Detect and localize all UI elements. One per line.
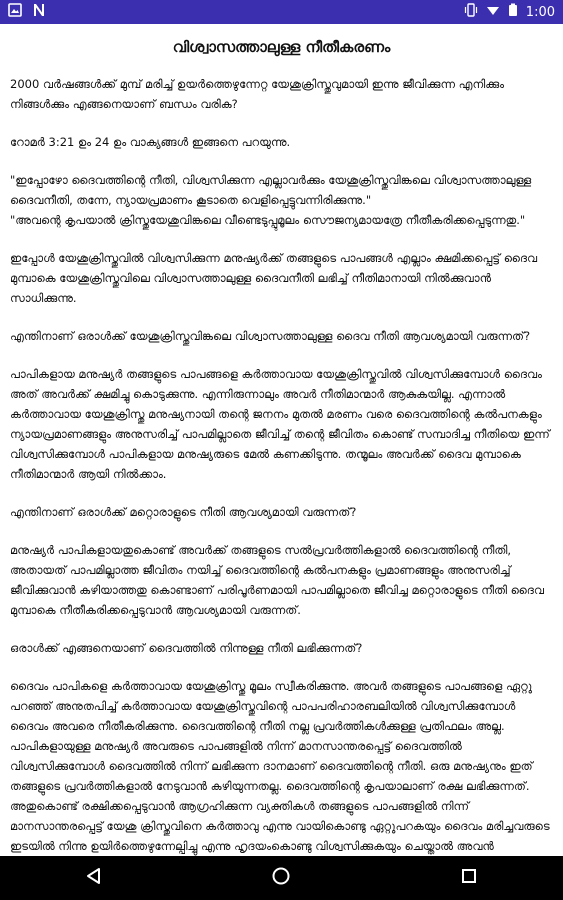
navigation-bar: [0, 856, 563, 900]
paragraph: എന്തിനാണ് ഒരാൾക്ക് മറ്റൊരാളുടെ നീതി ആവശ്യമായി വരുന്നത്?: [10, 505, 357, 519]
image-icon: [8, 3, 22, 21]
recents-button[interactable]: [447, 856, 491, 900]
wifi-icon: [486, 3, 500, 21]
paragraph: ഒരാൾക്ക് എങ്ങനെയാണ് ദൈവത്തിൽ നിന്നുള്ള നീതി ലഭിക്കുന്നത്?: [10, 641, 363, 655]
back-icon: [84, 866, 104, 890]
recents-icon: [459, 866, 479, 890]
paragraph: "ഇപ്പോഴോ ദൈവത്തിന്റെ നീതി, വിശ്വസിക്കുന്ന എല്ലാവർക്കും യേശുക്രിസ്തുവിങ്കലെ വിശ്വാസത്താലുള്ള ദൈവനീതി, തന്നേ, ന്യായപ്രമാണം കൂടാതെ വെളിപ്പെട്ടുവന്നിരിക്കുന്നു." "അവന്റെ കൃപയാൽ ക്രിസ്തുയേശുവിങ്കലെ വീണ്ടെടുപ്പുമൂലം സൌജന്യമായത്രേ നീതീകരിക്കപ്പെടുന്നതു.": [10, 173, 532, 227]
paragraph: എന്തിനാണ് ഒരാൾക്ക് യേശുക്രിസ്തുവിങ്കലെ വിശ്വാസത്താലുള്ള ദൈവ നീതി ആവശ്യമായി വരുന്നത്?: [10, 329, 531, 343]
paragraph: 2000 വർഷങ്ങൾക്ക് മുമ്പ് മരിച്ച് ഉയർത്തെഴുന്നേറ്റ യേശുക്രിസ്തുവുമായി ഇന്നു ജീവിക്കുന്ന എനിക്കും നിങ്ങൾക്കും എങ്ങനെയാണ് ബന്ധം വരിക?: [10, 77, 505, 111]
article-title: വിശ്വാസത്താലുള്ള നീതീകരണം: [172, 38, 391, 56]
n-notification-icon: [32, 3, 46, 21]
paragraph: ദൈവം പാപികളെ കർത്താവായ യേശുക്രിസ്തു മൂലം സ്വീകരിക്കുന്നു. അവർ തങ്ങളുടെ പാപങ്ങളെ ഏറ്റു പറഞ്ഞ് അനുതപിച്ച് കർത്താവായ യേശുക്രിസ്തുവിന്റെ പാപപരിഹാരബലിയിൽ വിശ്വസിക്കുമ്പോൾ ദൈവം അവരെ നീതീകരിക്കുന്നു. ദൈവത്തിന്റെ നീതി നല്ല പ്രവർത്തികൾക്കുള്ള പ്രതിഫലം അല്ല. പാപികളായുള്ള മനുഷ്യർ അവരുടെ പാപങ്ങളിൽ നിന്ന് മാനസാന്തരപ്പെട്ട് ദൈവത്തിൽ വിശ്വസിക്കുമ്പോൾ ദൈവത്തിൽ നിന്ന് ലഭിക്കുന്ന ദാനമാണ് ദൈവത്തിന്റെ നീതി. ഒരു മനുഷ്യനും ഇത് തങ്ങളുടെ പ്രവർത്തികളാൽ നേടുവാൻ കഴിയുന്നതല്ല. ദൈവത്തിന്റെ കൃപയാലാണ് രക്ഷ ലഭിക്കുന്നത്. അതുകൊണ്ട് രക്ഷിക്കപ്പെടുവാൻ ആഗ്രഹിക്കുന്ന വ്യക്തികൾ തങ്ങളുടെ പാപങ്ങളിൽ നിന്ന് മാനസാന്തരപ്പെട്ട് യേശു ക്രിസ്തുവിനെ കർത്താവു എന്നു വായികൊണ്ടു ഏറ്റുപറകയും ദൈവം മരിച്ചവരുടെ ഇടയിൽ നിന്നു ഉയിർത്തെഴുന്നേല്പിച്ചു എന്നു ഹൃദയംകൊണ്ടു വിശ്വസിക്കുകയും ചെയ്താൽ അവൻ: [10, 679, 550, 853]
home-button[interactable]: [259, 856, 303, 900]
paragraph: ഇപ്പോൾ യേശുക്രിസ്തുവിൽ വിശ്വസിക്കുന്ന മനുഷ്യർക്ക് തങ്ങളുടെ പാപങ്ങൾ എല്ലാം ക്ഷമിക്കപ്പെട്ട് ദൈവ മുമ്പാകെ യേശുക്രിസ്തുവിലെ വിശ്വാസത്താലുള്ള ദൈവനീതി ലഭിച്ച് നീതിമാനായി നിൽക്കുവാൻ സാധിക്കുന്നു.: [10, 251, 538, 305]
status-right: [464, 3, 555, 21]
paragraph: പാപികളായ മനുഷ്യർ തങ്ങളുടെ പാപങ്ങളെ കർത്താവായ യേശുക്രിസ്തുവിൽ വിശ്വസിക്കുമ്പോൾ ദൈവം അത് അവർക്ക് ക്ഷമിച്ചു കൊടുക്കുന്നു. എന്നിരുന്നാലും അവർ നീതിമാന്മാർ ആകുകയില്ല. എന്നാൽ കർത്താവായ യേശുക്രിസ്തു മനുഷ്യനായി തന്റെ ജനനം മുതൽ മരണം വരെ ദൈവത്തിന്റെ കൽപനകളും ന്യായപ്രമാണങ്ങളും അനുസരിച്ച് പാപമില്ലാതെ ജീവിച്ച് തന്റെ ജീവിതം കൊണ്ട് സമ്പാദിച്ച നീതിയെ ഇന്ന് വിശ്വസിക്കുമ്പോൾ പാപികളായ മനുഷ്യരുടെ മേൽ കണക്കിടുന്നു. തന്മൂലം അവർക്ക് ദൈവ മുമ്പാകെ നീതിമാന്മാർ ആയി നിൽക്കാം.: [10, 367, 550, 481]
article-content: [0, 24, 563, 856]
back-button[interactable]: [72, 856, 116, 900]
status-bar: [0, 0, 563, 24]
battery-icon: [508, 3, 518, 21]
status-time: 1:00: [525, 4, 555, 20]
status-left: [8, 3, 46, 21]
paragraph: മനുഷ്യർ പാപികളായതുകൊണ്ട് അവർക്ക് തങ്ങളുടെ സൽപ്രവർത്തികളാൽ ദൈവത്തിന്റെ നീതി, അതായത് പാപമില്ലാത്ത ജീവിതം നയിച്ച് ദൈവത്തിന്റെ കൽപനകളും പ്രമാണങ്ങളും അനുസരിച്ച് ജീവിക്കുവാൻ കഴിയാത്തതു കൊണ്ടാണ് പരിപൂർണമായി പാപമില്ലാതെ ജീവിച്ച മറ്റൊരാളുടെ നീതി ദൈവ മുമ്പാകെ നീതീകരിക്കപ്പെടുവാൻ ആവശ്യമായി വരുന്നത്.: [10, 543, 544, 617]
vibrate-icon: [464, 3, 478, 21]
home-icon: [271, 866, 291, 890]
paragraph: റോമർ 3:21 ഉം 24 ഉം വാക്യങ്ങൾ ഇങ്ങനെ പറയുന്നു.: [10, 135, 291, 149]
